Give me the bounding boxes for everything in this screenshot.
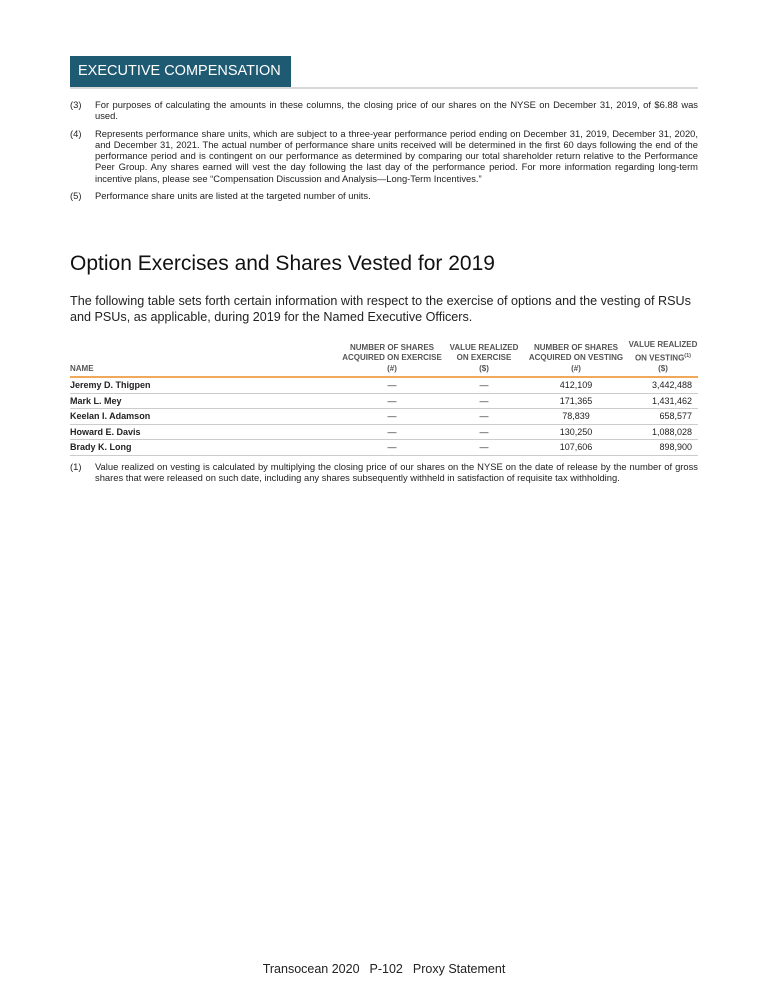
section-title: Option Exercises and Shares Vested for 2019 — [70, 252, 495, 275]
footnote — [70, 190, 698, 201]
cell-value-vesting: 658,577 — [628, 409, 698, 425]
footnote-number: (5) — [70, 190, 82, 202]
table-row — [70, 409, 698, 425]
col-header-shares-vesting: NUMBER OF SHARES ACQUIRED ON VESTING (#) — [524, 340, 628, 377]
table-row — [70, 440, 698, 456]
cell-value-vesting: 3,442,488 — [628, 377, 698, 393]
footnotes-top — [70, 99, 698, 207]
table-row — [70, 424, 698, 440]
cell-value-exercise: — — [444, 440, 524, 456]
cell-shares-vesting: 412,109 — [524, 377, 628, 393]
intro-paragraph: The following table sets forth certain information with respect to the exercise of options and the vesting of RSUs and PSUs, as applicable, during 2019 for the Named Executive Officers. — [70, 294, 691, 324]
footnote-number: (1) — [70, 461, 82, 472]
section-header-tab: EXECUTIVE COMPENSATION — [70, 56, 291, 87]
table-header-row — [70, 340, 698, 377]
footnote-text: Value realized on vesting is calculated by multiplying the closing price of our shares on the NYSE on the date of release by the number of gross shares that were released on such date, including any shares subsequently withheld in satisfaction of requisite tax withholding. — [95, 461, 698, 484]
footnote-text: Performance share units are listed at the targeted number of units. — [95, 190, 371, 202]
cell-shares-vesting: 107,606 — [524, 440, 628, 456]
cell-shares-vesting: 130,250 — [524, 424, 628, 440]
cell-shares-exercise: — — [340, 377, 444, 393]
footnote — [70, 99, 698, 122]
footer-doc-title: Proxy Statement — [412, 962, 506, 976]
cell-name: Brady K. Long — [70, 440, 340, 456]
cell-shares-exercise: — — [340, 440, 444, 456]
table-row — [70, 377, 698, 393]
cell-shares-vesting: 171,365 — [524, 393, 628, 409]
page-number: P-102 — [369, 962, 403, 976]
cell-shares-exercise: — — [340, 424, 444, 440]
cell-name: Keelan I. Adamson — [70, 409, 340, 425]
cell-shares-vesting: 78,839 — [524, 409, 628, 425]
cell-value-vesting: 1,088,028 — [628, 424, 698, 440]
cell-shares-exercise: — — [340, 393, 444, 409]
option-exercises-table — [70, 340, 698, 456]
footer-company: Transocean 2020 — [262, 962, 360, 976]
header-divider — [70, 87, 698, 89]
cell-value-exercise: — — [444, 393, 524, 409]
col-header-value-vesting: VALUE REALIZED ON VESTING$^{(1)}$ ($) — [628, 340, 698, 377]
col-header-value-exercise: VALUE REALIZED ON EXERCISE ($) — [444, 340, 524, 377]
footnote-text: Represents performance share units, which are subject to a three-year performance period ending on December 31, 2019, December 31, 2020, and December 31, 2021. The actual number of performance share units received will be determined in the first 60 days following the end of the performance period and is contingent on our performance as determined by comparing our total shareholder return relative to the Performance Peer Group. Any shares earned will vest the day following the last day of the performance period. For more information regarding long-term incentive plans, please see “Compensation Discussion and Analysis—Long-Term Incentives.” — [95, 127, 698, 184]
footnote-number: (4) — [70, 127, 82, 139]
footnote — [70, 461, 698, 484]
col-header-shares-exercise: NUMBER OF SHARES ACQUIRED ON EXERCISE (#) — [340, 340, 444, 377]
cell-value-exercise: — — [444, 409, 524, 425]
cell-value-vesting: 898,900 — [628, 440, 698, 456]
cell-name: Jeremy D. Thigpen — [70, 377, 340, 393]
footnote-number: (3) — [70, 99, 82, 110]
table-footnotes — [70, 461, 698, 490]
col-header-name: NAME — [70, 340, 340, 377]
cell-name: Howard E. Davis — [70, 424, 340, 440]
cell-shares-exercise: — — [340, 409, 444, 425]
table-row — [70, 393, 698, 409]
cell-value-exercise: — — [444, 424, 524, 440]
page-footer — [0, 962, 768, 976]
cell-value-exercise: — — [444, 377, 524, 393]
footnote — [70, 128, 698, 184]
footnote-text: For purposes of calculating the amounts in these columns, the closing price of our shares on the NYSE on December 31, 2019, of $6.88 was used. — [95, 99, 698, 122]
cell-value-vesting: 1,431,462 — [628, 393, 698, 409]
cell-name: Mark L. Mey — [70, 393, 340, 409]
